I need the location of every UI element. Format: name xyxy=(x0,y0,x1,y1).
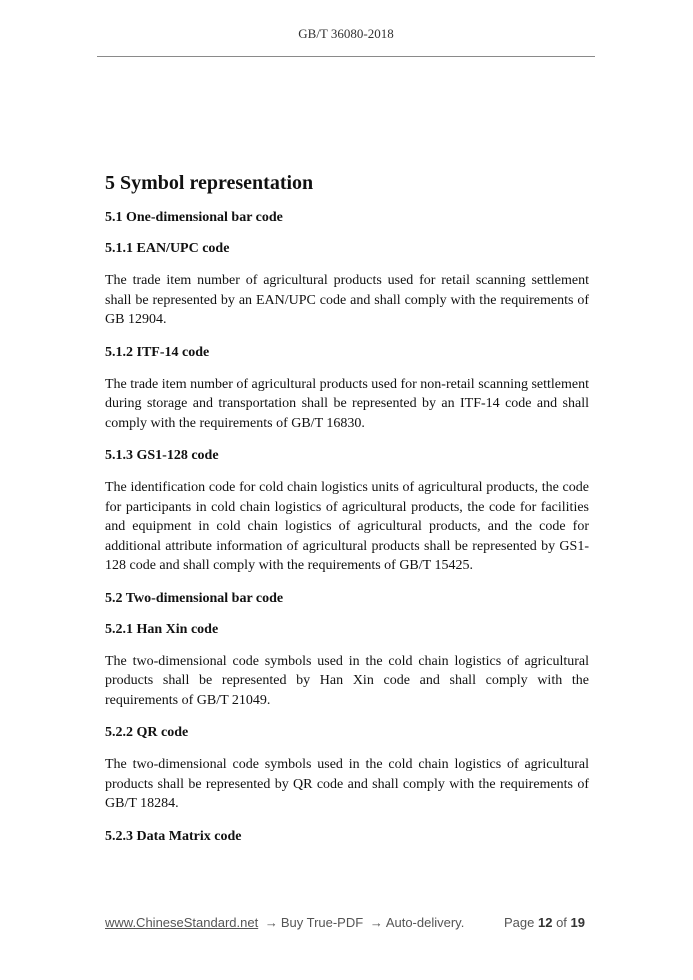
total-pages: 19 xyxy=(570,915,585,930)
document-header: GB/T 36080-2018 xyxy=(298,26,394,41)
header-divider xyxy=(97,56,595,57)
arrow-right-icon: → xyxy=(369,915,383,930)
section-heading-5-2: 5.2 Two-dimensional bar code xyxy=(105,590,284,606)
section-heading-5-2-3: 5.2.3 Data Matrix code xyxy=(105,828,242,844)
chapter-title: 5 Symbol representation xyxy=(105,172,314,194)
section-heading-5-1-3: 5.1.3 GS1-128 code xyxy=(105,448,219,463)
of-label: of xyxy=(556,915,567,930)
section-text-5-2-1: The two-dimensional code symbols used in the cold chain logistics of agricultural products shall be represented by Han Xin code and shall comply with the requirements of GB/T 21049. xyxy=(105,653,589,708)
buy-pdf-text: Buy True-PDF xyxy=(280,915,364,930)
page-content xyxy=(105,171,589,859)
page-number xyxy=(504,915,585,930)
section-heading-5-2-1: 5.2.1 Han Xin code xyxy=(105,621,219,637)
section-heading-5-1-2: 5.1.2 ITF-14 code xyxy=(105,344,210,360)
footer-promo xyxy=(105,915,464,930)
section-text-5-1-1: The trade item number of agricultural products used for retail scanning settlement shall be represented by an EAN/UPC code and shall comply with the requirements of GB 12904. xyxy=(105,273,589,327)
section-text-5-1-3: The identification code for cold chain logistics units of agricultural products, the code for participants in cold chain logistics of agricultural products, the code for facilities and equipment in cold chain logistics of agricultural products, and the code for additional attribute information of agricultural products shall be represented by GS1-128 code and shall comply with the requirements of GB/T 15425. xyxy=(105,480,589,573)
site-link[interactable]: www.ChineseStandard.net xyxy=(105,915,259,930)
page-label: Page xyxy=(503,915,535,930)
current-page: 12 xyxy=(537,915,553,930)
section-heading-5-1: 5.1 One-dimensional bar code xyxy=(105,210,283,225)
section-text-5-1-2: The trade item number of agricultural products used for non-retail scanning settlement during storage and transportation shall be represented by an ITF-14 code and shall comply with the requirements of GB/T 16830. xyxy=(105,376,590,431)
arrow-right-icon: → xyxy=(264,915,278,930)
auto-delivery-text: Auto-delivery. xyxy=(385,915,465,930)
section-heading-5-2-2: 5.2.2 QR code xyxy=(105,725,189,740)
section-heading-5-1-1: 5.1.1 EAN/UPC code xyxy=(105,241,230,256)
page-footer xyxy=(105,915,585,933)
section-text-5-2-2: The two-dimensional code symbols used in the cold chain logistics of agricultural products shall be represented by QR code and shall comply with the requirements of GB/T 18284. xyxy=(105,757,589,811)
